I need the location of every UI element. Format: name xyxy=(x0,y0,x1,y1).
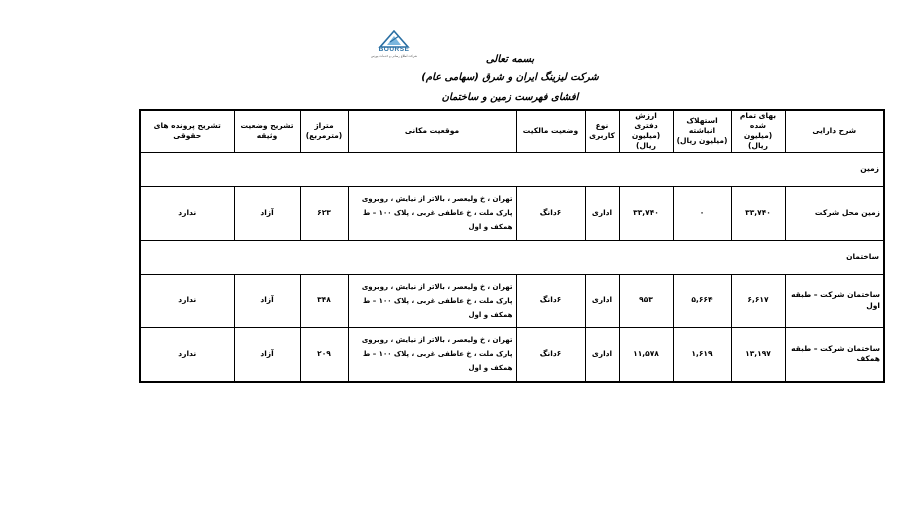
col-header: نوع کاربری xyxy=(585,110,619,152)
col-header: شرح دارایی xyxy=(785,110,884,152)
location: تهران ، خ ولیعصر ، بالاتر از نیایش ، روبروی پارک ملت ، خ عاطفی غربی ، پلاک ۱۰۰ – ط همکف و اول xyxy=(348,274,516,327)
col-header: موقعیت مکانی xyxy=(348,110,516,152)
collateral-status: آزاد xyxy=(234,186,300,240)
col-header: استهلاک انباشته (میلیون ریال) xyxy=(673,110,731,152)
usage-type: اداری xyxy=(585,327,619,382)
collateral-status: آزاد xyxy=(234,274,300,327)
depreciation-value: ۰ xyxy=(673,186,731,240)
col-header: متراژ (مترمربع) xyxy=(300,110,348,152)
col-header: تشریح پرونده های حقوقی xyxy=(140,110,234,152)
book-value: ۱۱,۵۷۸ xyxy=(619,327,673,382)
legal-cases: ندارد xyxy=(140,274,234,327)
area: ۶۲۳ xyxy=(300,186,348,240)
ownership-status: ۶دانگ xyxy=(516,186,585,240)
asset-description: ساختمان شرکت – طبقه اول xyxy=(785,274,884,327)
usage-type: اداری xyxy=(585,186,619,240)
logo-text: BOURSE xyxy=(378,46,410,53)
asset-description: ساختمان شرکت – طبقه همکف xyxy=(785,327,884,382)
legal-cases: ندارد xyxy=(140,186,234,240)
col-header: ارزش دفتری (میلیون ریال) xyxy=(619,110,673,152)
collateral-status: آزاد xyxy=(234,327,300,382)
area: ۲۰۹ xyxy=(300,327,348,382)
cost-value: ۱۳,۱۹۷ xyxy=(731,327,785,382)
section-row-building xyxy=(140,240,884,274)
section-title: زمین xyxy=(140,152,884,186)
section-title: ساختمان xyxy=(140,240,884,274)
land-building-table xyxy=(139,109,885,383)
location: تهران ، خ ولیعصر ، بالاتر از نیایش ، روبروی پارک ملت ، خ عاطفی غربی ، پلاک ۱۰۰ – ط همکف و اول xyxy=(348,186,516,240)
area: ۳۴۸ xyxy=(300,274,348,327)
usage-type: اداری xyxy=(585,274,619,327)
table-header-row xyxy=(140,110,884,152)
book-value: ۹۵۳ xyxy=(619,274,673,327)
cost-value: ۶,۶۱۷ xyxy=(731,274,785,327)
cost-value: ۳۳,۷۴۰ xyxy=(731,186,785,240)
section-row-land xyxy=(140,152,884,186)
col-header: بهای تمام شده (میلیون ریال) xyxy=(731,110,785,152)
asset-description: زمین محل شرکت xyxy=(785,186,884,240)
book-value: ۳۳,۷۴۰ xyxy=(619,186,673,240)
col-header: تشریح وضعیت وثیقه xyxy=(234,110,300,152)
depreciation-value: ۵,۶۶۴ xyxy=(673,274,731,327)
table-row xyxy=(140,274,884,327)
table-row xyxy=(140,327,884,382)
header-line-3: افشای فهرست زمین و ساختمان xyxy=(441,92,579,103)
col-header: وضعیت مالکیت xyxy=(516,110,585,152)
ownership-status: ۶دانگ xyxy=(516,274,585,327)
header-line-1: بسمه تعالی xyxy=(485,54,535,65)
ownership-status: ۶دانگ xyxy=(516,327,585,382)
legal-cases: ندارد xyxy=(140,327,234,382)
header-line-2: شرکت لیزینگ ایران و شرق (سهامی عام) xyxy=(421,72,599,83)
location: تهران ، خ ولیعصر ، بالاتر از نیایش ، روبروی پارک ملت ، خ عاطفی غربی ، پلاک ۱۰۰ – ط همکف و اول xyxy=(348,327,516,382)
logo-subtext: شرکت اطلاع رسانی و خدمات بورس xyxy=(370,54,418,58)
table-row xyxy=(140,186,884,240)
depreciation-value: ۱,۶۱۹ xyxy=(673,327,731,382)
